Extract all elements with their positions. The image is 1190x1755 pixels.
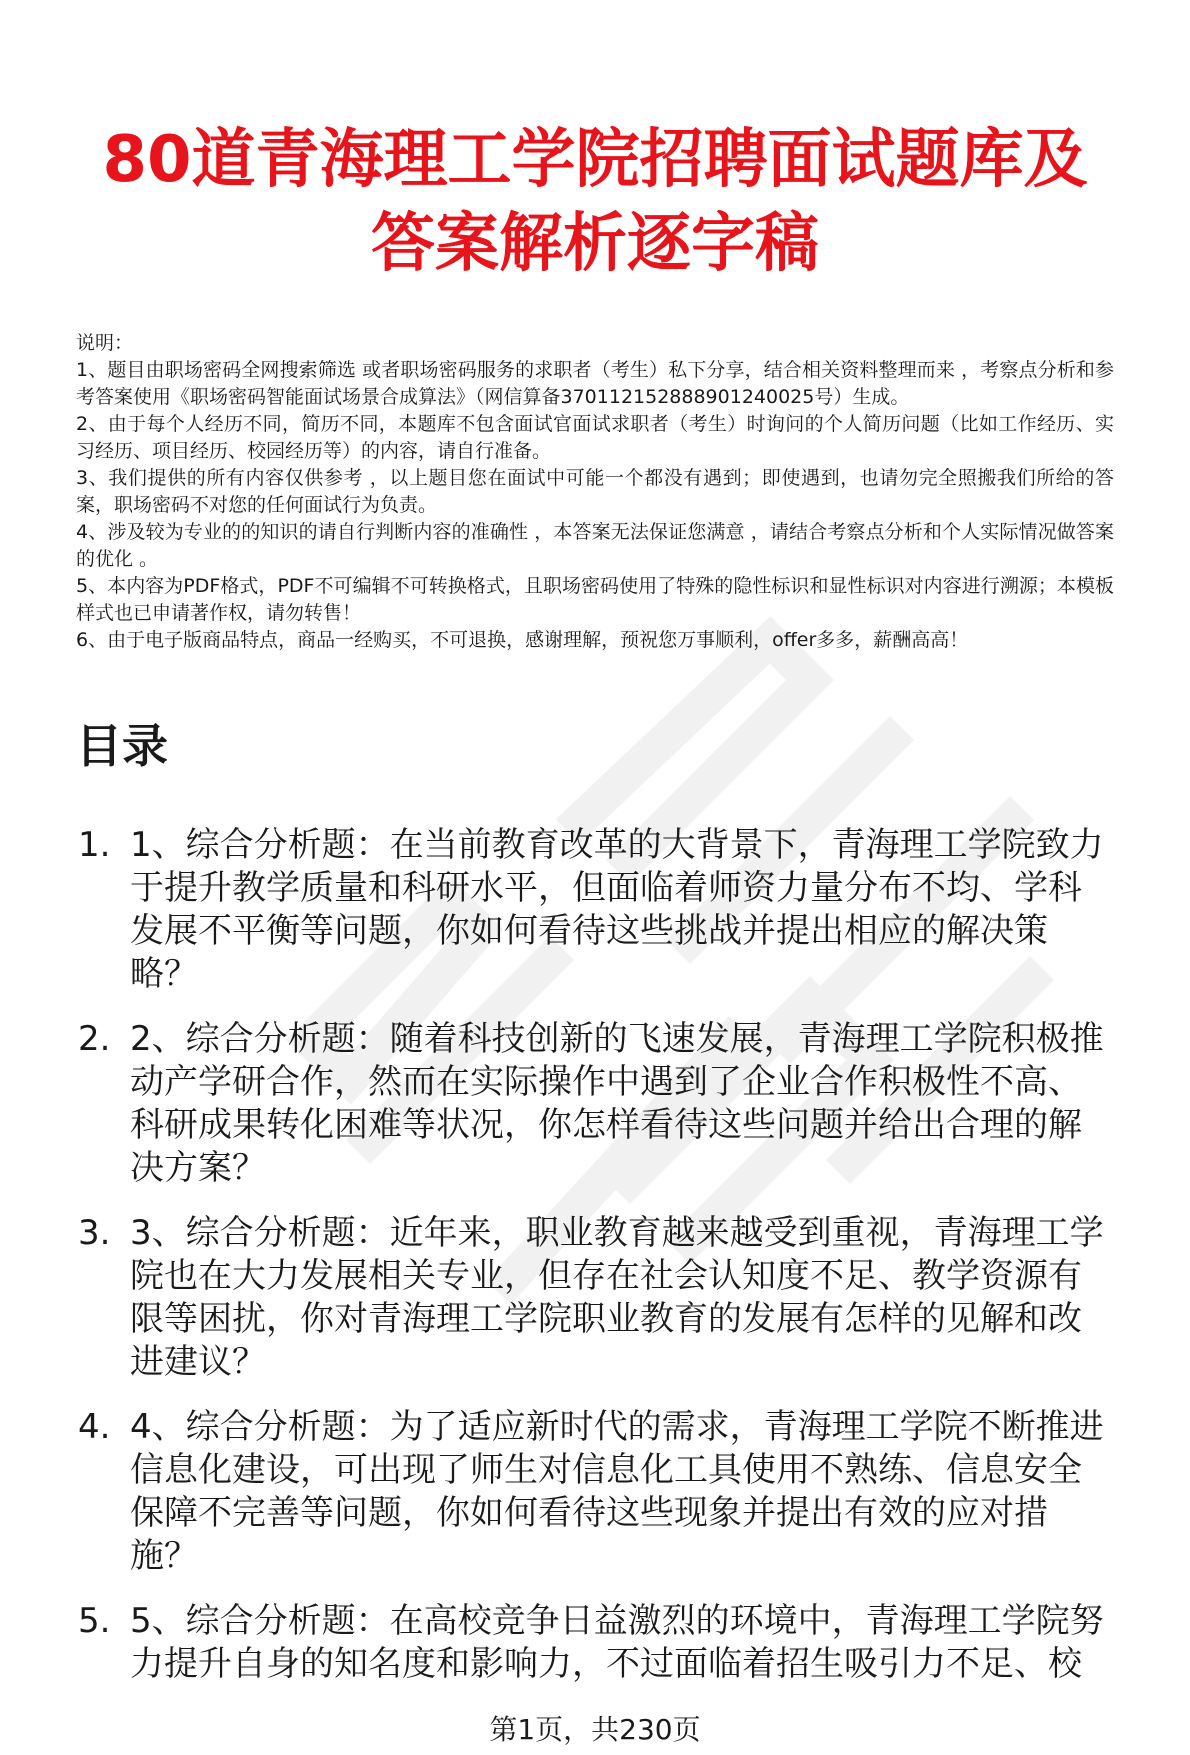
- notes-heading: 说明：: [76, 332, 134, 354]
- note-item: 3、我们提供的所有内容仅供参考 ，以上题目您在面试中可能一个都没有遇到；即使遇到，也请勿完全照搬我们所给的答案，职场密码不对您的任何面试行为负责。: [76, 467, 1114, 516]
- toc-heading: 目录: [76, 719, 168, 773]
- toc-entry-text: 3、综合分析题：近年来，职业教育越来越受到重视，青海理工学院也在大力发展相关专业，但存在社会认知度不足、教学资源有限等困扰，你对青海理工学院职业教育的发展有怎样的见解和改进建议？: [130, 1213, 1104, 1382]
- title-line-1: 80道青海理工学院招聘面试题库及: [102, 123, 1088, 197]
- document-title: [76, 0, 1114, 286]
- note-item: 2、由于每个人经历不同，简历不同，本题库不包含面试官面试求职者（考生）时询问的个人简历问题（比如工作经历、实习经历、项目经历、校园经历等）的内容，请自行准备。: [76, 413, 1114, 462]
- toc-entry-text: 5、综合分析题：在高校竞争日益激烈的环境中，青海理工学院努力提升自身的知名度和影响力，不过面临着招生吸引力不足、校: [130, 1601, 1104, 1684]
- toc-entry-text: 2、综合分析题：随着科技创新的飞速发展，青海理工学院积极推动产学研合作，然而在实际操作中遇到了企业合作积极性不高、科研成果转化困难等状况，你怎样看待这些问题并给出合理的解决方案？: [130, 1019, 1104, 1188]
- toc-entry-number: 3.: [78, 1213, 111, 1253]
- toc-entry-number: 4.: [78, 1407, 111, 1447]
- toc-entry-text: 4、综合分析题：为了适应新时代的需求，青海理工学院不断推进信息化建设，可出现了师生对信息化工具使用不熟练、信息安全保障不完善等问题，你如何看待这些现象并提出有效的应对措施？: [130, 1407, 1104, 1576]
- toc-entry[interactable]: [76, 1018, 1114, 1190]
- note-item: 4、涉及较为专业的的知识的请自行判断内容的准确性 ，本答案无法保证您满意 ，请结合考察点分析和个人实际情况做答案的优化 。: [76, 521, 1114, 570]
- toc-entry[interactable]: [76, 824, 1114, 996]
- toc-entry-number: 2.: [78, 1019, 111, 1059]
- toc-list: [76, 824, 1114, 1686]
- note-item: 5、本内容为PDF格式，PDF不可编辑不可转换格式，且职场密码使用了特殊的隐性标识和显性标识对内容进行溯源；本模板样式也已申请著作权，请勿转售！: [76, 575, 1114, 624]
- toc-entry[interactable]: [76, 1600, 1114, 1686]
- toc-entry-text: 1、综合分析题：在当前教育改革的大背景下，青海理工学院致力于提升教学质量和科研水平，但面临着师资力量分布不均、学科发展不平衡等问题，你如何看待这些挑战并提出相应的解决策略？: [130, 825, 1104, 994]
- toc-entry[interactable]: [76, 1212, 1114, 1384]
- page-footer: 第1页，共230页: [435, 1712, 755, 1748]
- note-item: 6、由于电子版商品特点，商品一经购买，不可退换，感谢理解，预祝您万事顺利，offer多多，薪酬高高！: [76, 629, 969, 651]
- toc-entry[interactable]: [76, 1406, 1114, 1578]
- toc-entry-number: 5.: [78, 1601, 111, 1641]
- note-item: 1、题目由职场密码全网搜索筛选 或者职场密码服务的求职者（考生）私下分享，结合相关资料整理而来 ，考察点分析和参考答案使用《职场密码智能面试场景合成算法》（网信算备370112152888901240025号）生成。: [76, 359, 1114, 408]
- notes-section: [76, 330, 1114, 654]
- toc-entry-number: 1.: [78, 825, 111, 865]
- title-line-2: 答案解析逐字稿: [371, 207, 819, 281]
